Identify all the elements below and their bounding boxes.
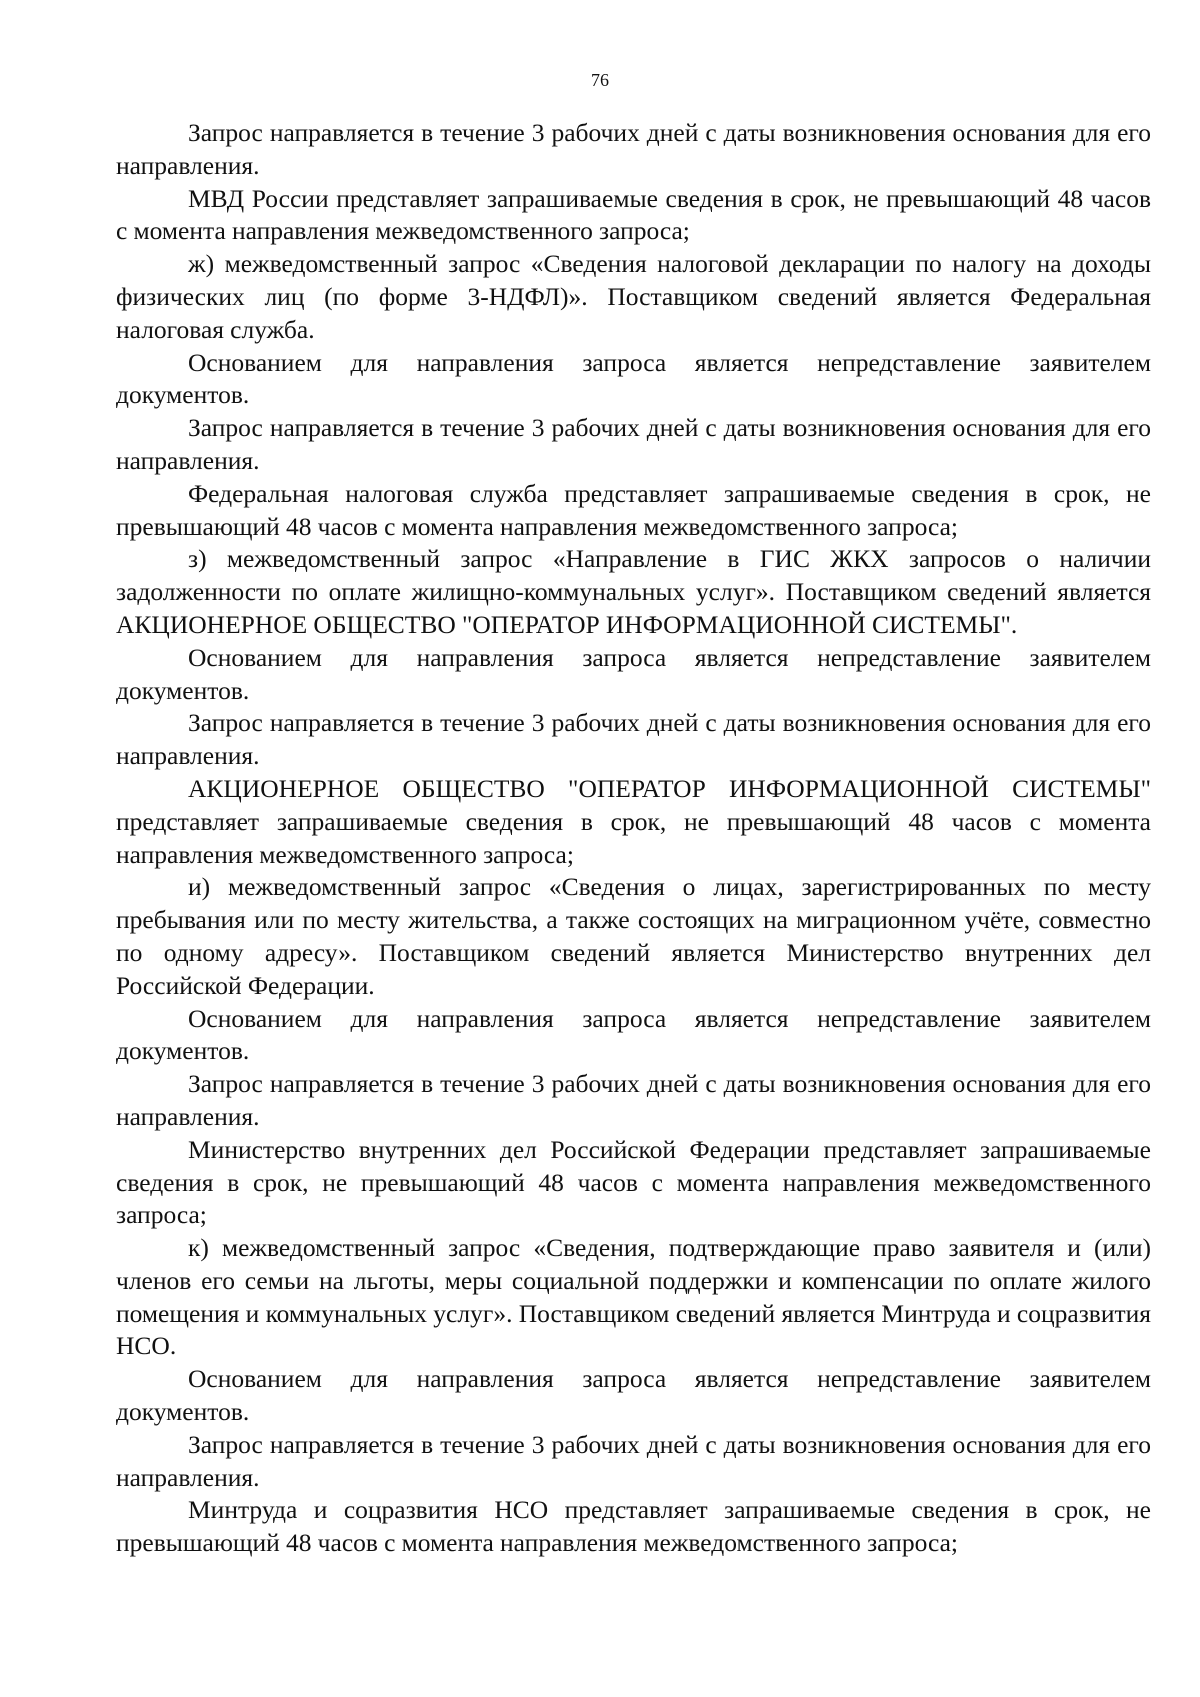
page-number: 76 [591,70,609,90]
paragraph: Минтруда и соцразвития НСО представляет запрашиваемые сведения в срок, не превышающий 48 часов с момента направления межведомственного запроса; [116,1495,1151,1558]
paragraph: ж) межведомственный запрос «Сведения налоговой декларации по налогу на доходы физических лиц (по форме 3-НДФЛ)». Поставщиком сведений является Федеральная налоговая служба. [116,249,1151,344]
document-body [116,117,1151,1560]
paragraph: к) межведомственный запрос «Сведения, подтверждающие право заявителя и (или) членов его семьи на льготы, меры социальной поддержки и компенсации по оплате жилого помещения и коммунальных услуг». Поставщиком сведений является Минтруда и соцразвития НСО. [116,1233,1151,1361]
paragraph: Запрос направляется в течение 3 рабочих дней с даты возникновения основания для его направления. [116,118,1151,180]
paragraph: Федеральная налоговая служба представляет запрашиваемые сведения в срок, не превышающий 48 часов с момента направления межведомственного запроса; [116,478,1151,541]
paragraph: Основанием для направления запроса является непредставление заявителем документов. [116,1003,1151,1066]
paragraph: Запрос направляется в течение 3 рабочих дней с даты возникновения основания для его направления. [116,413,1151,475]
paragraph: Запрос направляется в течение 3 рабочих дней с даты возникновения основания для его направления. [116,708,1151,771]
paragraph: АКЦИОНЕРНОЕ ОБЩЕСТВО "ОПЕРАТОР ИНФОРМАЦИОННОЙ СИСТЕМЫ" представляет запрашиваемые сведения в срок, не превышающий 48 часов с момента направления межведомственного запроса; [116,773,1151,869]
paragraph: МВД России представляет запрашиваемые сведения в срок, не превышающий 48 часов с момента направления межведомственного запроса; [116,183,1151,246]
paragraph: Министерство внутренних дел Российской Федерации представляет запрашиваемые сведения в срок, не превышающий 48 часов с момента направления межведомственного запроса; [116,1134,1151,1230]
paragraph: Основанием для направления запроса является непредставление заявителем документов. [116,642,1151,705]
paragraph: Запрос направляется в течение 3 рабочих дней с даты возникновения основания для его направления. [116,1429,1151,1492]
paragraph: Запрос направляется в течение 3 рабочих дней с даты возникновения основания для его направления. [116,1069,1151,1131]
paragraph: Основанием для направления запроса является непредставление заявителем документов. [116,1364,1151,1427]
paragraph: и) межведомственный запрос «Сведения о лицах, зарегистрированных по месту пребывания или по месту жительства, а также состоящих на миграционном учёте, совместно по одному адресу». Поставщиком сведений является Министерство внутренних дел Российской Федерации. [116,872,1151,1000]
paragraph: з) межведомственный запрос «Направление в ГИС ЖКХ запросов о наличии задолженности по оплате жилищно-коммунальных услуг». Поставщиком сведений является АКЦИОНЕРНОЕ ОБЩЕСТВО "ОПЕРАТОР ИНФОРМАЦИОННОЙ СИСТЕМЫ". [116,544,1151,639]
paragraph: Основанием для направления запроса является непредставление заявителем документов. [116,347,1151,410]
